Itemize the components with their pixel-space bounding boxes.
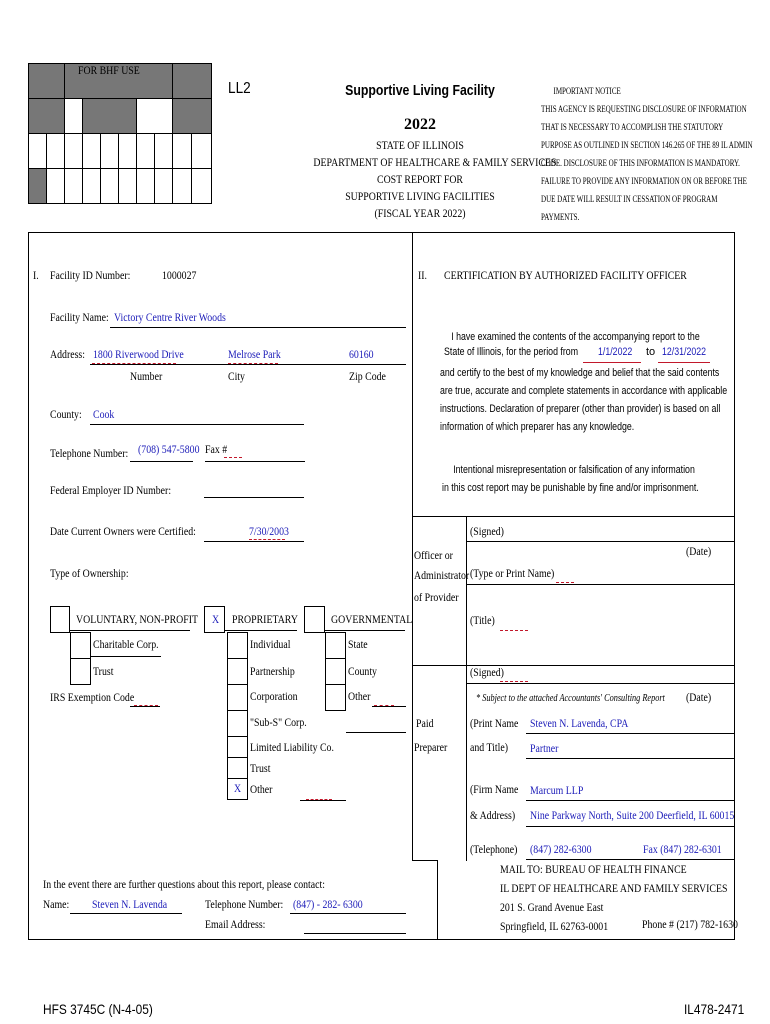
contact-tel-label: Telephone Number: xyxy=(205,897,284,911)
certified-date[interactable]: 7/30/2003 xyxy=(249,524,289,538)
county-checkbox[interactable] xyxy=(325,658,346,685)
address-city[interactable]: Melrose Park xyxy=(228,347,281,361)
type-name-label: (Type or Print Name) xyxy=(470,566,555,580)
fax-line xyxy=(205,461,305,462)
contact-tel[interactable]: (847) - 282- 6300 xyxy=(293,897,363,911)
address-zip[interactable]: 60160 xyxy=(349,347,374,361)
governmental-checkbox[interactable] xyxy=(304,606,325,633)
notice-line: DUE DATE WILL RESULT IN CESSATION OF PROGRAM xyxy=(541,194,718,204)
preparer-name-line xyxy=(526,733,734,734)
telephone-label: Telephone Number: xyxy=(50,446,129,460)
to-label: to xyxy=(646,346,656,358)
frame-bottom xyxy=(28,939,735,940)
firm-telephone[interactable]: (847) 282-6300 xyxy=(530,842,592,856)
facility-name[interactable]: Victory Centre River Woods xyxy=(114,310,226,324)
divider xyxy=(412,516,735,517)
spell-underline xyxy=(306,799,332,800)
firm-name-label: (Firm Name xyxy=(470,782,519,796)
print-name-label: (Print Name xyxy=(470,716,519,730)
fein-label: Federal Employer ID Number: xyxy=(50,483,172,497)
header-line: STATE OF ILLINOIS xyxy=(376,138,464,152)
grid-cell xyxy=(172,98,212,134)
important-notice xyxy=(541,82,753,226)
mail-line: IL DEPT OF HEALTHCARE AND FAMILY SERVICES xyxy=(500,881,728,895)
name-line[interactable] xyxy=(466,584,734,585)
charitable-label: Charitable Corp. xyxy=(93,637,159,651)
cert-line: I have examined the contents of the accompanying report to the xyxy=(451,331,700,343)
trust2-checkbox[interactable] xyxy=(227,757,248,779)
period-to[interactable]: 12/31/2022 xyxy=(662,346,707,358)
firm-name-line xyxy=(526,800,734,801)
address-label: Address: xyxy=(50,347,85,361)
partnership-checkbox[interactable] xyxy=(227,658,248,685)
footer-form-number: HFS 3745C (N-4-05) xyxy=(43,1001,153,1017)
and-title-label: and Title) xyxy=(470,740,509,754)
mail-phone: Phone # (217) 782-1630 xyxy=(642,917,738,931)
subs-label: "Sub-S" Corp. xyxy=(250,715,307,729)
spell-underline xyxy=(228,363,278,364)
underline xyxy=(70,630,190,631)
warning-text xyxy=(442,461,699,497)
spell-underline xyxy=(374,705,394,706)
irs-line xyxy=(130,706,160,707)
llc-label: Limited Liability Co. xyxy=(250,740,334,754)
other-label: Other xyxy=(250,782,273,796)
grid-cell xyxy=(172,133,192,169)
header-title: Supportive Living Facility xyxy=(345,82,495,99)
signed-label: (Signed) xyxy=(470,524,504,538)
form-code: LL2 xyxy=(228,80,251,97)
bhf-use-label: FOR BHF USE xyxy=(78,63,140,77)
county-label: County: xyxy=(50,407,82,421)
spell-underline xyxy=(249,539,285,540)
paid-label: Paid xyxy=(416,716,434,730)
governmental-label: GOVERNMENTAL xyxy=(331,612,413,626)
notice-line: FAILURE TO PROVIDE ANY INFORMATION ON OR BEFORE THE xyxy=(541,176,747,186)
date2-label: (Date) xyxy=(686,690,712,704)
individual-checkbox[interactable] xyxy=(227,632,248,659)
date-label: (Date) xyxy=(686,544,712,558)
address-line xyxy=(90,364,406,365)
proprietary-checkbox[interactable] xyxy=(204,606,225,633)
zip-label: Zip Code xyxy=(349,369,386,383)
state-label: State xyxy=(348,637,368,651)
officer-label: of Provider xyxy=(414,590,459,604)
grid-cell xyxy=(118,133,137,169)
header-line: COST REPORT FOR xyxy=(377,172,463,186)
spell-underline xyxy=(134,705,158,706)
telephone-line xyxy=(130,461,193,462)
divider xyxy=(412,665,413,861)
frame-left xyxy=(28,232,29,940)
spell-underline xyxy=(556,582,574,583)
proprietary-label: PROPRIETARY xyxy=(232,612,298,626)
other2-checkbox[interactable] xyxy=(325,684,346,711)
other2-line xyxy=(372,706,406,707)
county2-label: County xyxy=(348,664,377,678)
spell-underline xyxy=(500,681,528,682)
grid-cell xyxy=(64,168,83,204)
spell-underline xyxy=(500,630,528,631)
grid-cell xyxy=(118,168,137,204)
ownership-label: Type of Ownership: xyxy=(50,566,129,580)
irs-label: IRS Exemption Code xyxy=(50,690,135,704)
grid-cell xyxy=(82,168,101,204)
preparer-label: Preparer xyxy=(414,740,448,754)
contact-name-line xyxy=(70,913,182,914)
number-label: Number xyxy=(130,369,163,383)
certified-label: Date Current Owners were Certified: xyxy=(50,524,196,538)
grid-cell xyxy=(28,133,47,169)
mail-line: 201 S. Grand Avenue East xyxy=(500,900,604,914)
footer-code: IL478-2471 xyxy=(684,1001,745,1017)
notice-line: THAT IS NECESSARY TO ACCOMPLISH THE STATUTORY xyxy=(541,122,724,132)
grid-cell xyxy=(191,133,212,169)
grid-cell xyxy=(154,168,173,204)
contact-line: In the event there are further questions about this report, please contact: xyxy=(43,877,325,891)
warn-line: in this cost report may be punishable by fine and/or imprisonment. xyxy=(442,482,699,494)
grid-cell xyxy=(28,98,65,134)
consulting-note: * Subject to the attached Accountants' Consulting Report xyxy=(476,692,665,704)
grid-cell xyxy=(136,168,155,204)
contact-tel-line xyxy=(290,913,406,914)
contact-email-label: Email Address: xyxy=(205,917,266,931)
mail-line: Springfield, IL 62763-0001 xyxy=(500,919,609,933)
spell-underline xyxy=(224,457,242,458)
telephone[interactable]: (708) 547-5800 xyxy=(138,442,200,456)
divider xyxy=(412,665,735,666)
charitable-checkbox[interactable] xyxy=(70,632,91,659)
trust2-label: Trust xyxy=(250,761,271,775)
grid-cell xyxy=(100,133,119,169)
grid-cell xyxy=(100,168,119,204)
grid-cell xyxy=(191,168,212,204)
trust-checkbox[interactable] xyxy=(70,658,91,685)
preparer-name[interactable]: Steven N. Lavenda, CPA xyxy=(530,716,629,730)
section-number: I. xyxy=(33,268,39,282)
other2-label: Other xyxy=(348,689,371,703)
facility-name-line xyxy=(110,327,406,328)
other-checkbox[interactable] xyxy=(227,778,248,800)
facility-id-label: Facility ID Number: xyxy=(50,268,131,282)
grid-cell xyxy=(82,133,101,169)
grid-cell xyxy=(136,98,173,134)
firm-telephone-label: (Telephone) xyxy=(470,842,518,856)
grid-cell xyxy=(46,133,65,169)
grid-cell xyxy=(172,168,192,204)
firm-name[interactable]: Marcum LLP xyxy=(530,783,584,797)
section2-number: II. xyxy=(418,268,428,282)
voluntary-label: VOLUNTARY, NON-PROFIT xyxy=(76,612,199,626)
divider xyxy=(412,860,438,861)
certified-line xyxy=(204,541,304,542)
city-label: City xyxy=(228,369,245,383)
grid-cell xyxy=(64,133,83,169)
warn-line: Intentional misrepresentation or falsification of any information xyxy=(453,464,695,476)
cert-line: are true, accurate and complete statements in accordance with applicable xyxy=(440,385,728,397)
grid-cell xyxy=(46,168,65,204)
mail-line: MAIL TO: BUREAU OF HEALTH FINANCE xyxy=(500,862,687,876)
divider xyxy=(412,232,413,517)
signature2-line[interactable] xyxy=(466,683,734,684)
header-line: SUPPORTIVE LIVING FACILITIES xyxy=(345,189,495,203)
partnership-label: Partnership xyxy=(250,664,295,678)
cert-line: instructions. Declaration of preparer (other than provider) is based on all xyxy=(440,403,721,415)
title-label: (Title) xyxy=(470,613,495,627)
preparer-title[interactable]: Partner xyxy=(530,741,559,755)
proprietary-mark: X xyxy=(212,612,220,626)
trust-label: Trust xyxy=(93,664,114,678)
subs-checkbox[interactable] xyxy=(227,710,248,737)
period-to-line xyxy=(658,362,710,363)
divider xyxy=(412,516,413,666)
grid-cell xyxy=(136,133,155,169)
county-line xyxy=(90,424,304,425)
grid-cell xyxy=(28,168,47,204)
cert-line: information of which preparer has any knowledge. xyxy=(440,421,635,433)
other-line xyxy=(300,800,346,801)
officer-label: Officer or xyxy=(414,548,453,562)
firm-address-label: & Address) xyxy=(470,808,516,822)
fein-line xyxy=(204,497,304,498)
voluntary-checkbox[interactable] xyxy=(50,606,70,633)
corporation-label: Corporation xyxy=(250,689,298,703)
contact-name[interactable]: Steven N. Lavenda xyxy=(92,897,168,911)
underline xyxy=(225,630,297,631)
fax-label: Fax # xyxy=(205,442,228,456)
facility-id: 1000027 xyxy=(162,268,197,282)
underline xyxy=(346,732,406,733)
underline xyxy=(91,656,161,657)
period-from-line xyxy=(583,362,641,363)
grid-cell xyxy=(82,98,137,134)
grid-cell xyxy=(28,63,65,99)
divider xyxy=(437,860,438,940)
certification-text xyxy=(440,328,727,436)
frame-right xyxy=(734,232,735,940)
individual-label: Individual xyxy=(250,637,291,651)
notice-line: CODE. DISCLOSURE OF THIS INFORMATION IS MANDATORY. xyxy=(541,158,740,168)
signature-line[interactable] xyxy=(466,541,734,542)
header-year: 2022 xyxy=(404,116,436,133)
corporation-checkbox[interactable] xyxy=(227,684,248,711)
period-from[interactable]: 1/1/2022 xyxy=(598,346,633,358)
spell-underline xyxy=(92,363,176,364)
llc-checkbox[interactable] xyxy=(227,736,248,758)
grid-cell xyxy=(154,133,173,169)
cert-line: and certify to the best of my knowledge and belief that the said contents xyxy=(440,367,720,379)
signed2-label: (Signed) xyxy=(470,665,504,679)
section2-title: CERTIFICATION BY AUTHORIZED FACILITY OFFICER xyxy=(444,268,687,282)
address-number[interactable]: 1800 Riverwood Drive xyxy=(93,347,184,361)
county[interactable]: Cook xyxy=(93,407,115,421)
contact-name-label: Name: xyxy=(43,897,70,911)
firm-address-line xyxy=(526,826,734,827)
grid-cell xyxy=(64,98,83,134)
grid-cell xyxy=(172,63,212,99)
firm-fax[interactable]: Fax (847) 282-6301 xyxy=(643,842,722,856)
frame-top xyxy=(28,232,735,233)
other-mark: X xyxy=(234,781,242,795)
firm-address[interactable]: Nine Parkway North, Suite 200 Deerfield, IL 60015 xyxy=(530,808,735,822)
header-line: DEPARTMENT OF HEALTHCARE & FAMILY SERVICES xyxy=(313,155,557,169)
notice-title: IMPORTANT NOTICE xyxy=(553,86,621,96)
cert-line: State of Illinois, for the period from xyxy=(444,346,579,358)
notice-line: PAYMENTS. xyxy=(541,212,580,222)
notice-line: PURPOSE AS OUTLINED IN SECTION 146.265 OF THE 89 IL ADMIN xyxy=(541,140,753,150)
state-checkbox[interactable] xyxy=(325,632,346,659)
facility-name-label: Facility Name: xyxy=(50,310,109,324)
underline xyxy=(325,630,405,631)
contact-email-line xyxy=(304,933,406,934)
preparer-title-line xyxy=(526,758,734,759)
header-line: (FISCAL YEAR 2022) xyxy=(374,206,466,220)
header xyxy=(300,82,540,99)
notice-line: THIS AGENCY IS REQUESTING DISCLOSURE OF INFORMATION xyxy=(541,104,747,114)
officer-label: Administrator xyxy=(414,568,470,582)
